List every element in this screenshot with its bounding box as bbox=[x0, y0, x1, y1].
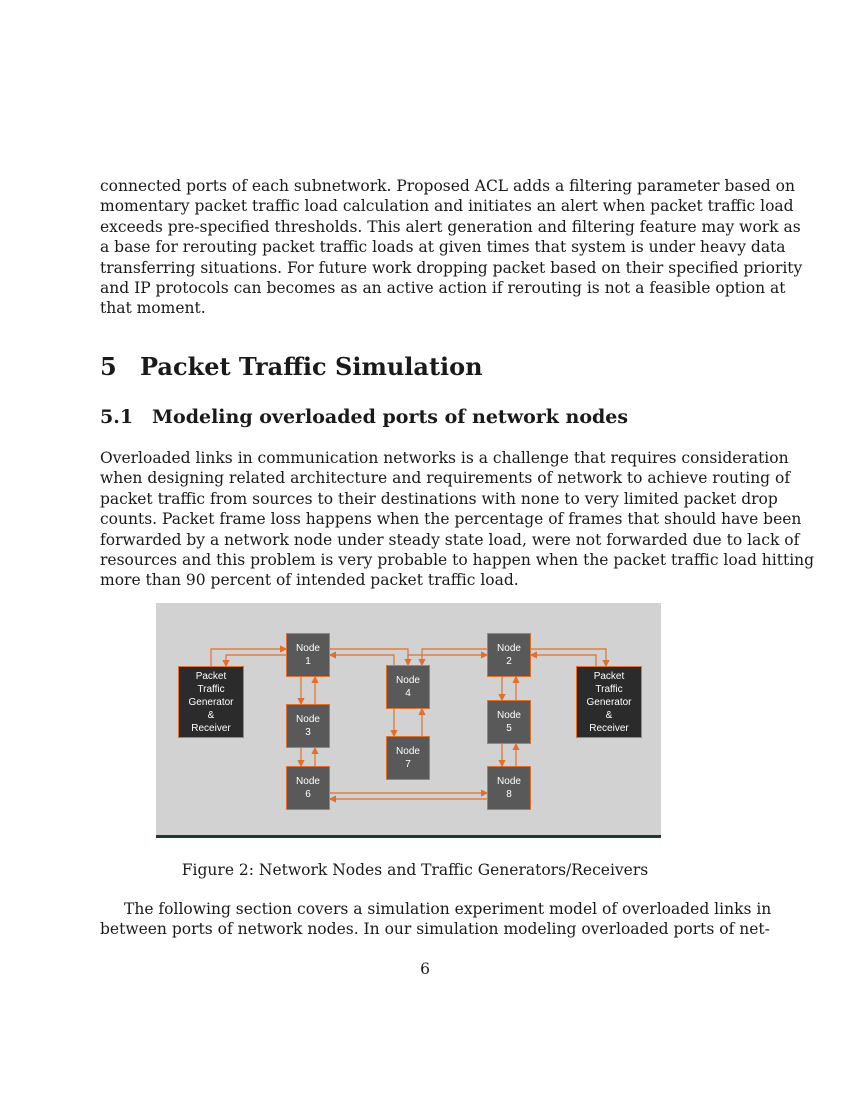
gen-label-line: & bbox=[207, 709, 215, 721]
node-1 bbox=[286, 633, 330, 677]
link-node1-genl bbox=[226, 655, 286, 666]
node-label: Node bbox=[497, 710, 521, 721]
gen-label-line: Receiver bbox=[191, 722, 231, 734]
text-line: resources and this problem is very probable to happen when the packet traffic load hitting bbox=[100, 551, 815, 570]
gen-label-line: & bbox=[605, 709, 613, 721]
text-line: that moment. bbox=[100, 299, 206, 318]
node-number: 7 bbox=[405, 759, 411, 770]
text-line: when designing related architecture and requirements of network to achieve routing of bbox=[100, 469, 791, 488]
subsection-number: 5.1 bbox=[100, 406, 134, 428]
network-diagram-figure bbox=[156, 603, 661, 838]
gen-label-line: Packet bbox=[593, 670, 625, 682]
gen-label-line: Generator bbox=[188, 696, 234, 708]
closing-paragraph bbox=[100, 899, 772, 940]
figure-caption: Figure 2: Network Nodes and Traffic Generators/Receivers bbox=[181, 861, 649, 879]
text-line: counts. Packet frame loss happens when the percentage of frames that should have been bbox=[100, 510, 802, 529]
traffic-generator-right bbox=[576, 666, 642, 738]
node-number: 2 bbox=[506, 656, 512, 667]
traffic-generator-left bbox=[178, 666, 244, 738]
node-label: Node bbox=[497, 643, 521, 654]
subsection-heading bbox=[100, 406, 628, 428]
page-number: 6 bbox=[420, 960, 430, 978]
link-genl-node1 bbox=[211, 649, 286, 666]
link-node2-node4 bbox=[422, 649, 487, 665]
node-2 bbox=[487, 633, 531, 677]
node-label: Node bbox=[497, 776, 521, 787]
subsection-paragraph bbox=[100, 448, 815, 591]
node-label: Node bbox=[396, 675, 420, 686]
node-label: Node bbox=[296, 643, 320, 654]
gen-label-line: Generator bbox=[586, 696, 632, 708]
text-line: connected ports of each subnetwork. Proposed ACL adds a filtering parameter based on bbox=[100, 177, 795, 195]
node-number: 8 bbox=[506, 789, 512, 800]
text-line: packet traffic from sources to their destinations with none to very limited packet drop bbox=[100, 489, 778, 508]
text-line: transferring situations. For future work dropping packet based on their specified priority bbox=[100, 258, 803, 277]
gen-label-line: Packet bbox=[195, 670, 227, 682]
section-title: Packet Traffic Simulation bbox=[140, 352, 483, 381]
node-label: Node bbox=[396, 746, 420, 757]
text-line: forwarded by a network node under steady state load, were not forwarded due to lack of bbox=[100, 530, 800, 549]
section-heading bbox=[100, 352, 483, 381]
text-line: The following section covers a simulation experiment model of overloaded links in bbox=[124, 900, 772, 918]
text-line: exceeds pre-specified thresholds. This alert generation and filtering feature may work as bbox=[100, 217, 801, 236]
node-label: Node bbox=[296, 776, 320, 787]
node-number: 4 bbox=[405, 688, 411, 699]
node-number: 1 bbox=[305, 656, 311, 667]
text-line: between ports of network nodes. In our simulation modeling overloaded ports of net- bbox=[100, 920, 770, 939]
node-8 bbox=[487, 766, 531, 810]
node-number: 3 bbox=[305, 727, 311, 738]
text-line: a base for rerouting packet traffic loads at given times that system is under heavy data bbox=[100, 238, 786, 257]
link-genr-node2 bbox=[531, 655, 596, 666]
link-node1-node4 bbox=[330, 649, 408, 665]
node-label: Node bbox=[296, 714, 320, 725]
intro-paragraph bbox=[100, 176, 803, 319]
text-line: more than 90 percent of intended packet traffic load. bbox=[100, 571, 519, 590]
gen-label-line: Receiver bbox=[589, 722, 629, 734]
text-line: Overloaded links in communication networks is a challenge that requires consideration bbox=[100, 449, 789, 467]
text-line: momentary packet traffic load calculation and initiates an alert when packet traffic load bbox=[100, 197, 794, 216]
node-4 bbox=[386, 665, 430, 709]
subsection-title: Modeling overloaded ports of network nodes bbox=[152, 406, 629, 428]
node-7 bbox=[386, 736, 430, 780]
gen-label-line: Traffic bbox=[595, 683, 623, 695]
node-number: 6 bbox=[305, 789, 311, 800]
node-5 bbox=[487, 700, 531, 744]
section-number: 5 bbox=[100, 352, 117, 381]
link-node2-genr bbox=[531, 649, 606, 666]
node-number: 5 bbox=[506, 723, 512, 734]
link-node4-node2 bbox=[408, 655, 487, 665]
figure-bottom-rule bbox=[156, 835, 661, 838]
gen-label-line: Traffic bbox=[197, 683, 225, 695]
text-line: and IP protocols can becomes as an active action if rerouting is not a feasible option at bbox=[100, 279, 786, 298]
node-3 bbox=[286, 704, 330, 748]
link-node4-node1 bbox=[330, 655, 394, 665]
node-6 bbox=[286, 766, 330, 810]
